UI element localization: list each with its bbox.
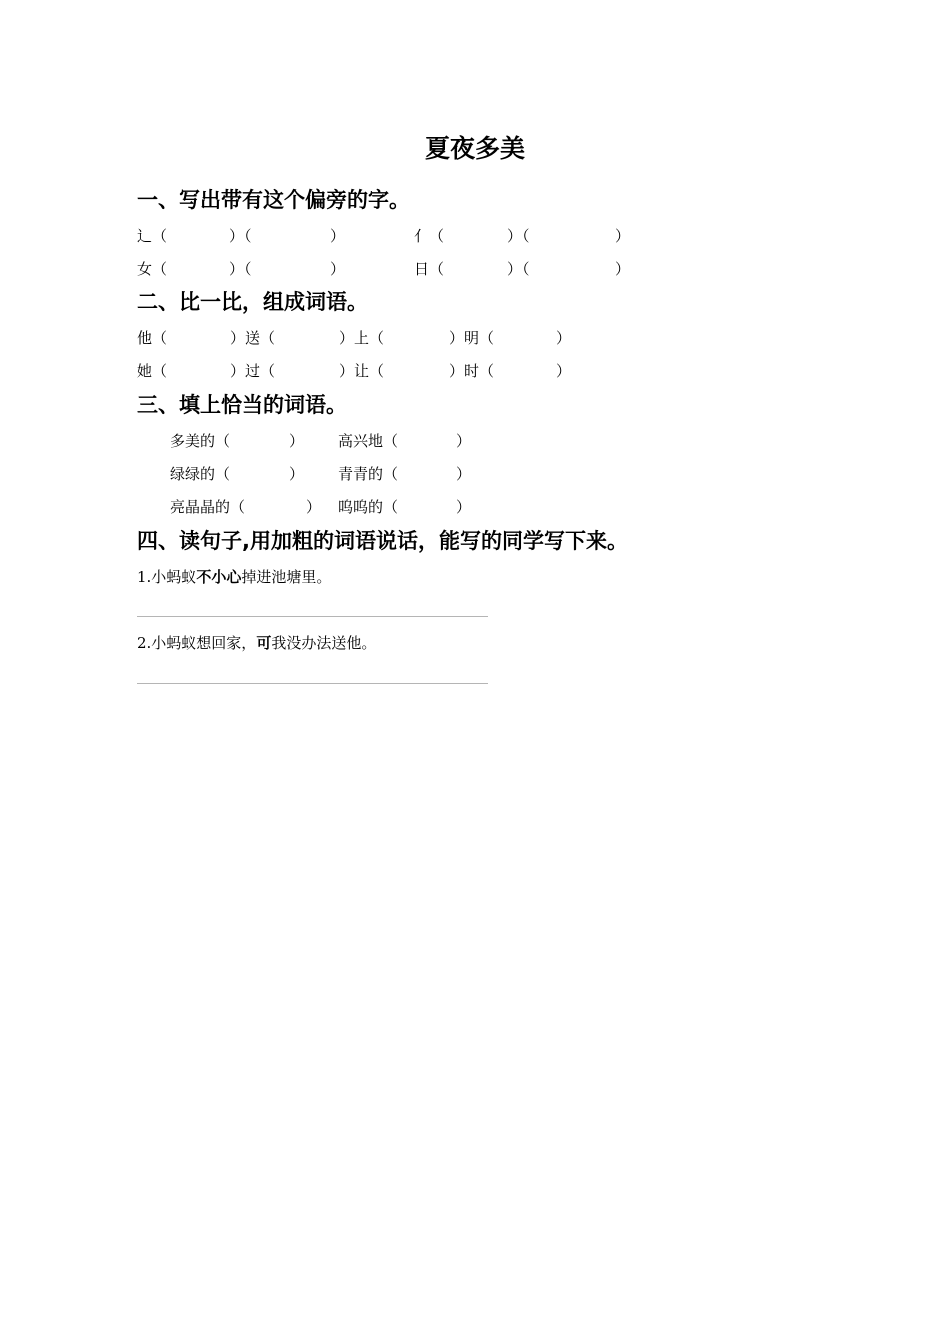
answer-line-2[interactable] [137, 683, 488, 684]
page-title: 夏夜多美 [424, 134, 525, 163]
fill-right-close: ） [456, 498, 472, 516]
answer-line-1[interactable] [137, 616, 488, 617]
section-1-heading: 一、写出带有这个偏旁的字。 [137, 188, 410, 212]
fill-left: 多美的（ [170, 432, 231, 450]
fill-left-close: ） [289, 465, 305, 483]
sentence-2-post: 我没办法送他。 [271, 634, 377, 652]
fill-right: 青青的（ [338, 465, 399, 483]
fill-left-close: ） [289, 432, 305, 450]
radical-4-open: 日（ [414, 260, 445, 278]
compare-cell: ） [556, 329, 572, 347]
sentence-1-bold-word: 不小心 [196, 568, 242, 586]
radical-1-mid: ）（ [229, 227, 252, 245]
compare-cell: ） [556, 362, 572, 380]
sentence-2-bold-word: 可 [256, 634, 272, 652]
fill-left: 绿绿的（ [170, 465, 231, 483]
compare-cell: 她（ [137, 362, 168, 380]
radical-2-open: 亻（ [414, 227, 445, 245]
sentence-2-pre: 2.小蚂蚁想回家， [137, 634, 257, 652]
compare-cell: ）让（ [339, 362, 385, 380]
section-2-heading: 二、比一比，组成词语。 [137, 290, 368, 314]
radical-1-close: ） [330, 227, 346, 245]
sentence-1-pre: 1.小蚂蚁 [137, 568, 197, 586]
fill-right: 呜呜的（ [338, 498, 399, 516]
sentence-1 [137, 567, 331, 587]
section-3-heading: 三、填上恰当的词语。 [137, 393, 347, 417]
compare-cell: ）明（ [449, 329, 495, 347]
compare-cell: ）上（ [339, 329, 385, 347]
compare-cell: ）过（ [230, 362, 276, 380]
fill-right-close: ） [456, 432, 472, 450]
radical-3-open: 女（ [137, 260, 168, 278]
compare-cell: ）时（ [449, 362, 495, 380]
fill-right-close: ） [456, 465, 472, 483]
radical-4-mid: ）（ [507, 260, 530, 278]
compare-cell: 他（ [137, 329, 168, 347]
fill-right: 高兴地（ [338, 432, 399, 450]
radical-3-mid: ）（ [229, 260, 252, 278]
sentence-1-post: 掉进池塘里。 [241, 568, 332, 586]
fill-left-close: ） [306, 498, 322, 516]
radical-2-close: ） [615, 227, 631, 245]
radical-4-close: ） [615, 260, 631, 278]
compare-cell: ）送（ [230, 329, 276, 347]
radical-3-close: ） [330, 260, 346, 278]
radical-2-mid: ）（ [507, 227, 530, 245]
section-4-heading: 四、读句子,用加粗的词语说话，能写的同学写下来。 [137, 529, 628, 553]
radical-1-open: 辶（ [137, 227, 168, 245]
fill-left: 亮晶晶的（ [170, 498, 246, 516]
sentence-2 [137, 633, 376, 653]
